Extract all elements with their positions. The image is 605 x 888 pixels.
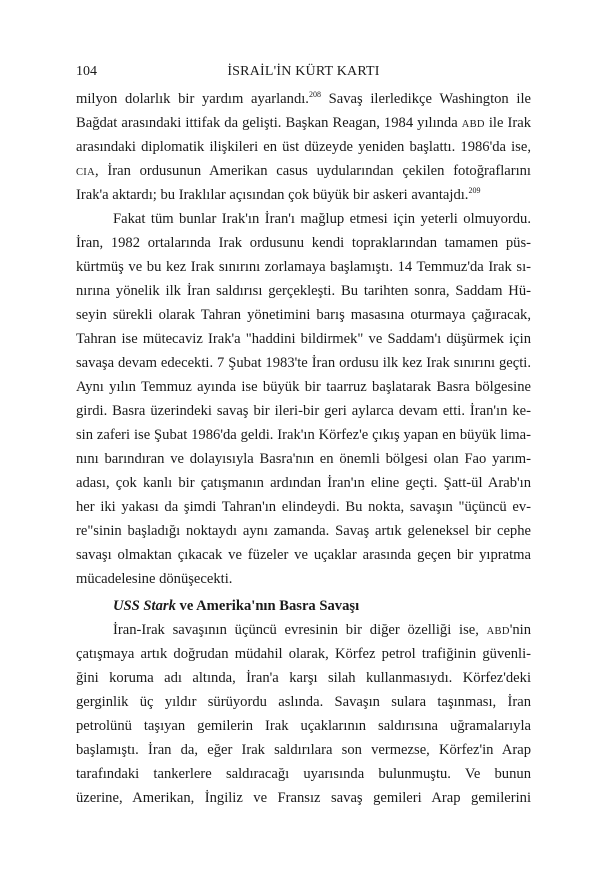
text-line bbox=[76, 87, 531, 111]
text-line: nırına yönelik ilk İran saldırısı gerçekleşti. Bu tarihten sonra, Saddam Hü- bbox=[76, 283, 531, 299]
text-line bbox=[76, 618, 531, 642]
text-line bbox=[76, 159, 531, 183]
text-line: İran, 1982 ortalarında Irak ordusunu kendi topraklarından tamamen püs- bbox=[76, 235, 531, 251]
text: milyon dolarlık bir yardım ayarlandı. bbox=[76, 91, 309, 107]
footnote-ref-209[interactable]: 209 bbox=[468, 186, 481, 195]
text-line: savaşı olmaktan çıkacak ve füzeler ve uçaklar arasında geçen bir yıpratma bbox=[76, 547, 531, 563]
text: İran-Irak savaşının üçüncü evresinin bir diğer özelliği ise, bbox=[113, 622, 487, 638]
text-line: çatışmaya artık doğrudan müdahil olarak, Körfez petrol trafiğinin güvenli- bbox=[76, 646, 531, 662]
heading-text: ve Amerika'nın Basra Savaşı bbox=[175, 598, 360, 614]
text-line: girdi. Basra üzerindeki savaş bir ileri-bir geri aylarca devam etti. İran'ın ke- bbox=[76, 403, 531, 419]
section-heading bbox=[76, 594, 531, 618]
abbr-cia: CIA bbox=[76, 167, 95, 178]
text: arasındaki diplomatik ilişkileri en üst düzeyde yeniden başlattı. 1986'da ise, bbox=[76, 139, 531, 155]
text-line bbox=[76, 135, 531, 159]
text-line: seyin sürekli olarak Tahran yönetimini barış masasına oturmaya çağıracak, bbox=[76, 307, 531, 323]
text-line: savaşa devam edecekti. 7 Şubat 1983'te İran ordusu ilk kez Irak sınırını geçti. bbox=[76, 355, 531, 371]
text-line: üzerine, Amerikan, İngiliz ve Fransız savaş gemileri Arap gemilerini bbox=[76, 790, 531, 806]
text-line: tarafındaki tankerlere saldıracağı uyarısında bulunmuştu. Ve bunun bbox=[76, 766, 531, 782]
text: , İran ordusunun Amerikan casus uydularından çekilen fotoğraflarını bbox=[94, 163, 531, 179]
text-line: petrolünü taşıyan gemilerin Irak uçaklarının saldırısına uğramalarıyla bbox=[76, 718, 531, 734]
text-line: nını barındıran ve dolayısıyla Basra'nın en önemli bölgesi olan Fao yarım- bbox=[76, 451, 531, 467]
text-line: Aynı yılın Temmuz ayında ise büyük bir taarruz başlatarak Basra bölgesine bbox=[76, 379, 531, 395]
paragraph-iran-iraq bbox=[76, 207, 531, 591]
text-line: adası, çok kanlı bir çatışmanın ardından İran'ın eline geçti. Şatt-ül Arab'ın bbox=[76, 475, 531, 491]
text: Savaş ilerledikçe Washington ile bbox=[320, 91, 532, 107]
text-line: her iki yakası da şimdi Tahran'ın elindeydi. Bu nokta, savaşın "üçüncü ev- bbox=[76, 499, 531, 515]
text-line bbox=[76, 111, 531, 135]
paragraph-continuation bbox=[76, 87, 531, 207]
running-header bbox=[76, 62, 531, 82]
text-line: gerginlik üç yıldır sürüyordu aslında. Savaşın sulara taşınması, İran bbox=[76, 694, 531, 710]
text: ile Irak bbox=[484, 115, 531, 131]
paragraph-uss-stark bbox=[76, 618, 531, 810]
text-line: başlamıştı. İran da, eğer Irak saldırılara son vermezse, Körfez'in Arap bbox=[76, 742, 531, 758]
text-line: Tahran ise mütecaviz Irak'a "haddini bildirmek" ve Saddam'ı düşürmek için bbox=[76, 331, 531, 347]
page-number: 104 bbox=[76, 64, 97, 79]
text-line: mücadelesine dönüşecekti. bbox=[76, 571, 233, 587]
heading-ship-name: USS Stark bbox=[113, 598, 176, 614]
text: Irak'a aktardı; bu Iraklılar açısından çok büyük bir askeri avantajdı. bbox=[76, 187, 469, 203]
book-title: İSRAİL'İN KÜRT KARTI bbox=[227, 64, 380, 79]
section-heading-block bbox=[76, 594, 531, 618]
footnote-ref-208[interactable]: 208 bbox=[308, 90, 321, 99]
text: Bağdat arasındaki ittifak da gelişti. Başkan Reagan, 1984 yılında bbox=[76, 115, 462, 131]
text-line: ğini koruma adı altında, İran'a karşı silah kullanmasıydı. Körfez'deki bbox=[76, 670, 531, 686]
abbr-abd: ABD bbox=[486, 626, 510, 637]
text-line: sin zaferi ise Şubat 1986'da geldi. Irak'ın Körfez'e çıkış yapan en büyük lima- bbox=[76, 427, 531, 443]
text-line: re"sinin başladığı noktaydı aynı zamanda. Savaş artık geleneksel bir cephe bbox=[76, 523, 531, 539]
text-line: Fakat tüm bunlar Irak'ın İran'ı mağlup etmesi için yeterli olmuyordu. bbox=[113, 211, 531, 227]
abbr-abd: ABD bbox=[461, 119, 485, 130]
text-line: kürtmüş ve bu kez Irak sınırını zorlamaya başlamıştı. 14 Temmuz'da Irak sı- bbox=[76, 259, 531, 275]
text: 'nin bbox=[509, 622, 531, 638]
text-line bbox=[76, 183, 531, 207]
